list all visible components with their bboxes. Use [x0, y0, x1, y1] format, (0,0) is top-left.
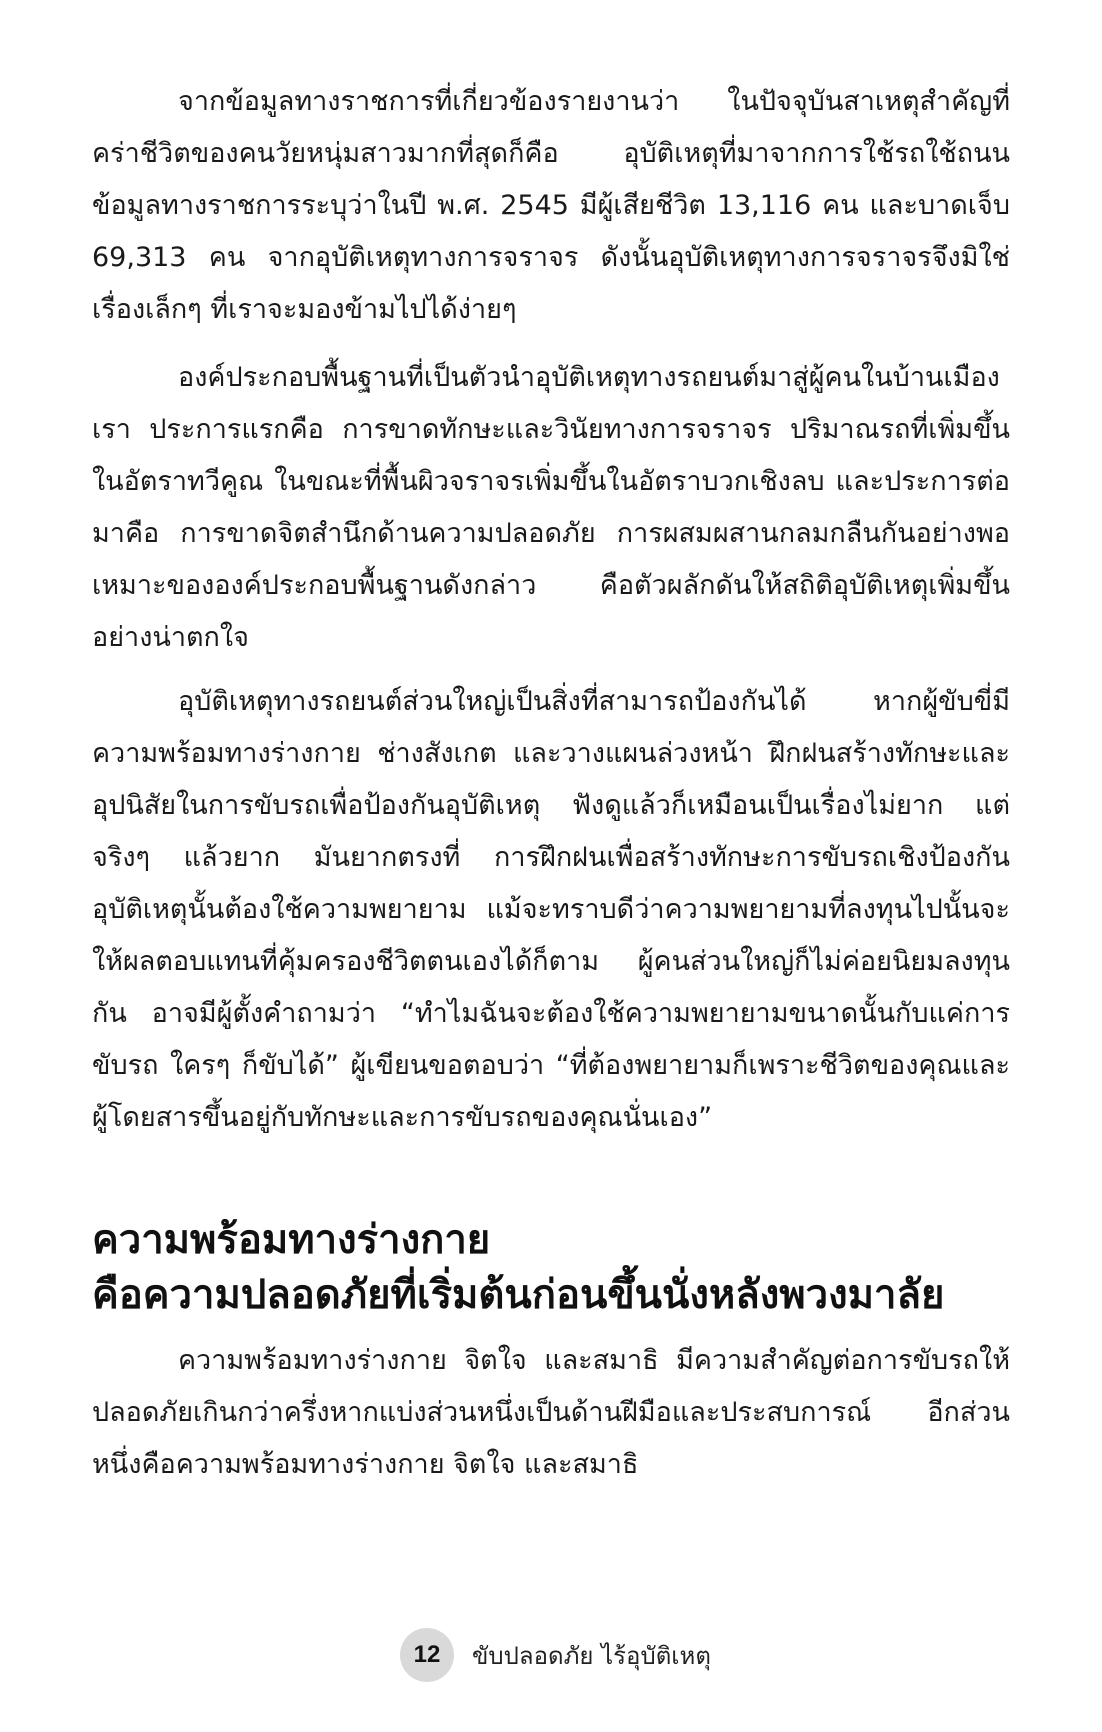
- body-paragraph-1: จากข้อมูลทางราชการที่เกี่ยวข้องรายงานว่า ในปัจจุบันสาเหตุสำคัญที่คร่าชีวิตของคนวัยหนุ่มสาวมากที่สุดก็คือ อุบัติเหตุที่มาจากการใช้รถใช้ถนน ข้อมูลทางราชการระบุว่าในปี พ.ศ. 2545 มีผู้เสียชีวิต 13,116 คน และบาดเจ็บ 69,313 คน จากอุบัติเหตุทางการจราจร ดังนั้นอุบัติเหตุทางการจราจรจึงมิใช่เรื่องเล็กๆ ที่เราจะมองข้ามไปได้ง่ายๆ: [92, 86, 1010, 325]
- section-heading-line-1: ความพร้อมทางร่างกาย: [92, 1216, 491, 1263]
- section-paragraph: ความพร้อมทางร่างกาย จิตใจ และสมาธิ มีความสำคัญต่อการขับรถให้ปลอดภัยเกินกว่าครึ่งหากแบ่งส่วนหนึ่งเป็นด้านฝีมือและประสบการณ์ อีกส่วนหนึ่งคือความพร้อมทางร่างกาย จิตใจ และสมาธิ: [92, 1345, 1010, 1480]
- page-number-badge: 12: [400, 1628, 454, 1682]
- page-footer: [400, 1628, 711, 1682]
- book-title: ขับปลอดภัย ไร้อุบัติเหตุ: [472, 1641, 711, 1670]
- body-paragraph-3: อุบัติเหตุทางรถยนต์ส่วนใหญ่เป็นสิ่งที่สามารถป้องกันได้ หากผู้ขับขี่มีความพร้อมทางร่างกาย ช่างสังเกต และวางแผนล่วงหน้า ฝึกฝนสร้างทักษะและอุปนิสัยในการขับรถเพื่อป้องกันอุบัติเหตุ ฟังดูแล้วก็เหมือนเป็นเรื่องไม่ยาก แต่จริงๆ แล้วยาก มันยากตรงที่ การฝึกฝนเพื่อสร้างทักษะการขับรถเชิงป้องกันอุบัติเหตุนั้นต้องใช้ความพยายาม แม้จะทราบดีว่าความพยายามที่ลงทุนไปนั้นจะให้ผลตอบแทนที่คุ้มครองชีวิตตนเองได้ก็ตาม ผู้คนส่วนใหญ่ก็ไม่ค่อยนิยมลงทุนกัน อาจมีผู้ตั้งคำถามว่า “ทำไมฉันจะต้องใช้ความพยายามขนาดนั้นกับแค่การขับรถ ใครๆ ก็ขับได้” ผู้เขียนขอตอบว่า “ที่ต้องพยายามก็เพราะชีวิตของคุณและผู้โดยสารขึ้นอยู่กับทักษะและการขับรถของคุณนั่นเอง”: [92, 686, 1010, 1133]
- section-heading-line-2: คือความปลอดภัยที่เริ่มต้นก่อนขึ้นนั่งหลังพวงมาลัย: [92, 1271, 945, 1318]
- body-paragraph-2: องค์ประกอบพื้นฐานที่เป็นตัวนำอุบัติเหตุทางรถยนต์มาสู่ผู้คนในบ้านเมืองเรา ประการแรกคือ การขาดทักษะและวินัยทางการจราจร ปริมาณรถที่เพิ่มขึ้นในอัตราทวีคูณ ในขณะที่พื้นผิวจราจรเพิ่มขึ้นในอัตราบวกเชิงลบ และประการต่อมาคือ การขาดจิตสำนึกด้านความปลอดภัย การผสมผสานกลมกลืนกันอย่างพอเหมาะขององค์ประกอบพื้นฐานดังกล่าว คือตัวผลักดันให้สถิติอุบัติเหตุเพิ่มขึ้นอย่างน่าตกใจ: [92, 362, 1010, 653]
